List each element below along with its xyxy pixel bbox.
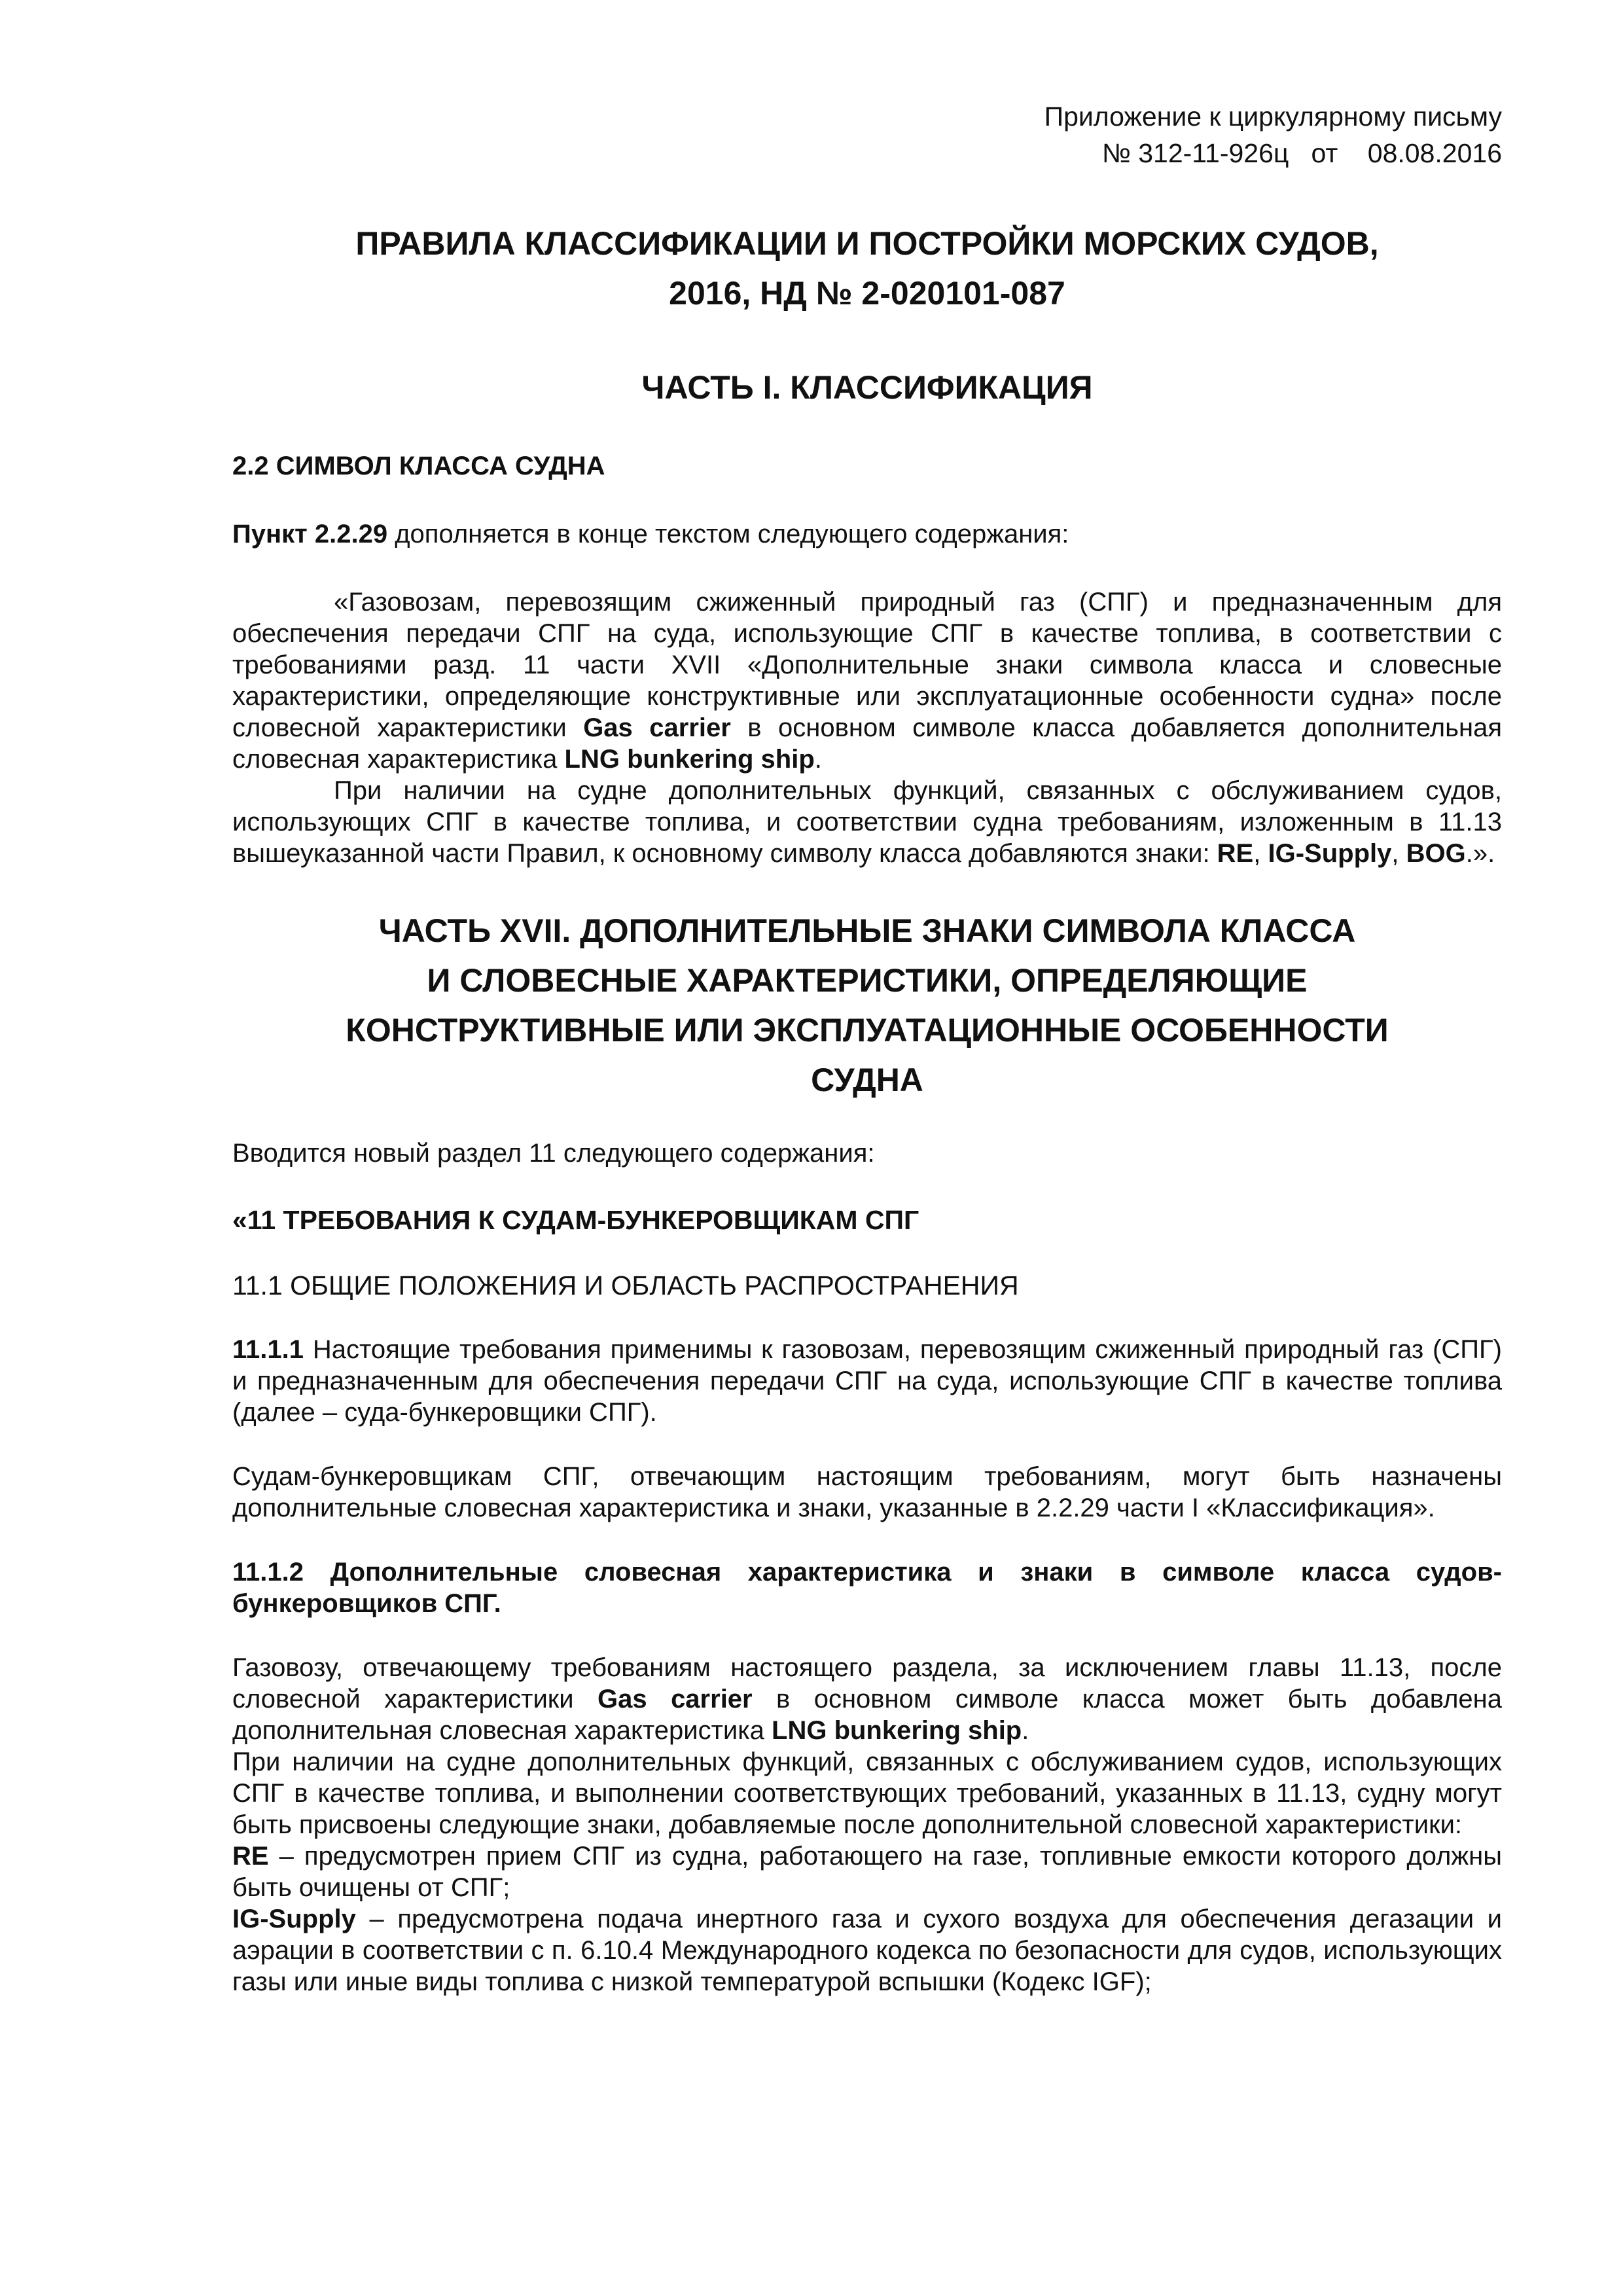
quote1-text-3: . bbox=[814, 745, 822, 774]
gas-bold-lng-bunkering-ship: LNG bunkering ship bbox=[772, 1716, 1022, 1745]
part17-title-line-3: КОНСТРУКТИВНЫЕ ИЛИ ЭКСПЛУАТАЦИОННЫЕ ОСОБЕННОСТИ bbox=[346, 1012, 1389, 1049]
paragraph-11-1-1-number: 11.1.1 bbox=[232, 1335, 304, 1364]
quote2-bold-bog: BOG bbox=[1406, 839, 1466, 868]
part17-title-line-1: ЧАСТЬ XVII. ДОПОЛНИТЕЛЬНЫЕ ЗНАКИ СИМВОЛА КЛАССА bbox=[378, 912, 1356, 949]
ig-supply-mark-label: IG-Supply bbox=[232, 1905, 356, 1933]
main-title bbox=[232, 219, 1502, 318]
quote2-text-3: , bbox=[1391, 839, 1406, 868]
quote-paragraph-2 bbox=[232, 775, 1502, 869]
gas-text-2: в основном символе класса может быть добавлена дополнительная словесная характеристика bbox=[232, 1685, 1502, 1745]
paragraph-bunkering-ships: Судам-бункеровщикам СПГ, отвечающим настоящим требованиям, могут быть назначены дополнительные словесная характеристика и знаки, указанные в 2.2.29 части I «Классификация». bbox=[232, 1462, 1502, 1522]
part1-intro-text: дополняется в конце текстом следующего содержания: bbox=[387, 520, 1069, 548]
paragraph-ig-supply-mark bbox=[232, 1903, 1502, 1998]
quote2-text-1: При наличии на судне дополнительных функций, связанных с обслуживанием судов, использующих СПГ в качестве топлива, и соответствии судна требованиям, изложенным в 11.13 вышеуказанной части Правил, к основному символу класса добавляются знаки: bbox=[232, 776, 1502, 868]
quote1-bold-lng-bunkering-ship: LNG bunkering ship bbox=[564, 745, 815, 774]
quote-paragraph-1 bbox=[232, 586, 1502, 775]
part1-title: ЧАСТЬ I. КЛАССИФИКАЦИЯ bbox=[641, 369, 1093, 406]
part1-intro-point: Пункт 2.2.29 bbox=[232, 520, 388, 548]
paragraph-11-1-1-text: Настоящие требования применимы к газовозам, перевозящим сжиженный природный газ (СПГ) и предназначенным для обеспечения передачи СПГ на суда, использующие СПГ в качестве топлива (далее – суда-бункеровщики СПГ). bbox=[232, 1335, 1502, 1427]
gas-text-3: . bbox=[1022, 1716, 1029, 1745]
part17-title-line-2: И СЛОВЕСНЫЕ ХАРАКТЕРИСТИКИ, ОПРЕДЕЛЯЮЩИЕ bbox=[427, 962, 1308, 999]
header-line-1: Приложение к циркулярному письму bbox=[1044, 101, 1502, 132]
re-mark-text: – предусмотрен прием СПГ из судна, работающего на газе, топливные емкости которого должны быть очищены от СПГ; bbox=[232, 1842, 1502, 1902]
document-header bbox=[232, 98, 1502, 171]
ig-supply-mark-text: – предусмотрена подача инертного газа и сухого воздуха для обеспечения дегазации и аэрации в соответствии с п. 6.10.4 Международного кодекса по безопасности для судов, использующих газы или иные виды топлива с низкой температурой вспышки (Кодекс IGF); bbox=[232, 1905, 1502, 1996]
quote1-bold-gas-carrier: Gas carrier bbox=[583, 713, 731, 742]
main-title-line-1: ПРАВИЛА КЛАССИФИКАЦИИ И ПОСТРОЙКИ МОРСКИХ СУДОВ, bbox=[355, 225, 1379, 262]
paragraph-gas-carrier bbox=[232, 1652, 1502, 1746]
quote2-text-4: .». bbox=[1465, 839, 1495, 868]
paragraph-11-1-2-line-1: 11.1.2 Дополнительные словесная характеристика и знаки в символе класса судов- bbox=[232, 1558, 1502, 1587]
document-page bbox=[232, 98, 1502, 1998]
main-title-line-2: 2016, НД № 2-020101-087 bbox=[669, 275, 1065, 312]
paragraph-re-mark bbox=[232, 1840, 1502, 1903]
part17-title-line-4: СУДНА bbox=[811, 1062, 923, 1098]
gas-text-1: Газовозу, отвечающему требованиям настоящего раздела, за исключением главы 11.13, после словесной характеристики bbox=[232, 1653, 1502, 1713]
re-mark-label: RE bbox=[232, 1842, 269, 1871]
section-2-2-heading: 2.2 СИМВОЛ КЛАССА СУДНА bbox=[232, 452, 605, 480]
part1-intro bbox=[232, 518, 1502, 550]
part17-intro: Вводится новый раздел 11 следующего содержания: bbox=[232, 1139, 875, 1168]
quote2-bold-re: RE bbox=[1217, 839, 1254, 868]
section-11-heading: «11 ТРЕБОВАНИЯ К СУДАМ-БУНКЕРОВЩИКАМ СПГ bbox=[232, 1205, 919, 1235]
header-line-2: № 312-11-926ц от 08.08.2016 bbox=[1101, 138, 1502, 168]
paragraph-11-1-2-heading bbox=[232, 1556, 1502, 1619]
part17-title bbox=[232, 906, 1502, 1105]
paragraph-11-1-1 bbox=[232, 1334, 1502, 1428]
paragraph-11-1-2-line-2: бункеровщиков СПГ. bbox=[232, 1589, 501, 1618]
section-11-1-heading: 11.1 ОБЩИЕ ПОЛОЖЕНИЯ И ОБЛАСТЬ РАСПРОСТРАНЕНИЯ bbox=[232, 1270, 1019, 1300]
quote1-text-2: в основном символе класса добавляется дополнительная словесная характеристика bbox=[232, 713, 1502, 774]
quote2-text-2: , bbox=[1253, 839, 1268, 868]
paragraph-additional-functions: При наличии на судне дополнительных функций, связанных с обслуживанием судов, использующих СПГ в качестве топлива, и выполнении соответствующих требований, указанных в 11.13, судну могут быть присвоены следующие знаки, добавляемые после дополнительной словесной характеристики: bbox=[232, 1748, 1502, 1839]
quote2-bold-ig-supply: IG-Supply bbox=[1268, 839, 1392, 868]
gas-bold-gas-carrier: Gas carrier bbox=[597, 1685, 753, 1713]
quote1-text-1: «Газовозам, перевозящим сжиженный природный газ (СПГ) и предназначенным для обеспечения передачи СПГ на суда, использующие СПГ в качестве топлива, в соответствии с требованиями разд. 11 части XVII «Дополнительные знаки символа класса и словесные характеристики, определяющие конструктивные или эксплуатационные особенности судна» после словесной характеристики bbox=[232, 588, 1502, 742]
